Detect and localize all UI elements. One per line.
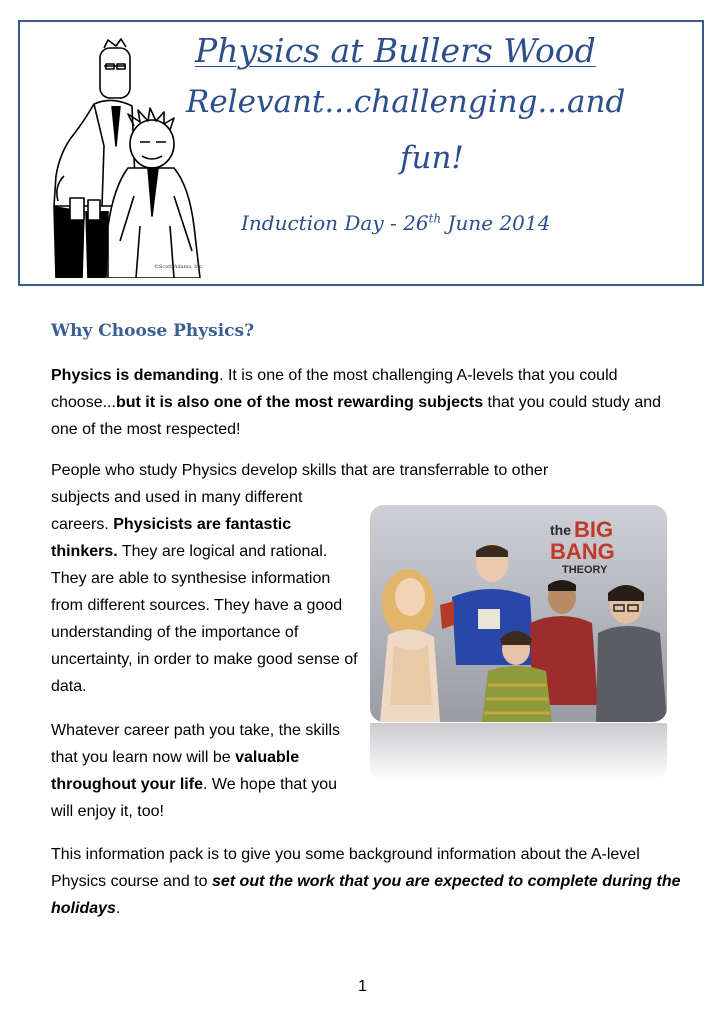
body-text: that you could study and one of the most respected! <box>51 394 662 438</box>
logo-theory: THEORY <box>562 564 608 576</box>
photo-reflection <box>370 723 667 781</box>
induction-suffix: June 2014 <box>441 211 551 235</box>
cartoon-credit: ©Scott Adams, Inc. <box>154 264 204 270</box>
logo-big: BIG <box>574 517 614 542</box>
body-text: . It is one of the most challenging A-levels that you could choose... <box>51 367 618 411</box>
section-heading: Why Choose Physics? <box>51 321 255 341</box>
dilbert-cartoon-image <box>24 26 224 278</box>
induction-day-date <box>241 211 550 235</box>
paragraph-demanding <box>51 362 681 443</box>
logo-the: the <box>550 522 571 538</box>
paragraph-career <box>51 717 351 825</box>
bold-text: but it is also one of the most rewarding subjects <box>115 394 484 411</box>
body-text: This information pack is to give you some background information about the A-level Physics course and to <box>51 846 640 890</box>
paragraph-information-pack <box>51 841 681 922</box>
body-text: They are logical and rational. They are able to synthesise information from different sources. They have a good understanding of the importance of uncertainty, in order to make good sense of data. <box>51 543 358 695</box>
body-text: . We hope that you will enjoy it, too! <box>51 776 337 820</box>
logo-bang: BANG <box>550 539 615 564</box>
induction-sup: th <box>428 211 442 226</box>
paragraph-skills <box>51 484 361 700</box>
subtitle-line-1: Relevant...challenging...and <box>186 84 626 120</box>
page-number: 1 <box>358 978 367 995</box>
bold-text: valuable throughout your life <box>51 749 300 793</box>
bold-italic-text: set out the work that you are expected to complete during the holidays <box>51 873 681 917</box>
subtitle-line-2: fun! <box>400 140 464 176</box>
bold-text: Physicists are fantastic thinkers. <box>51 516 292 560</box>
body-text: subjects and used in many different careers. <box>51 489 303 533</box>
paragraph-skills-line-1: People who study Physics develop skills that are transferrable to other <box>51 462 549 479</box>
big-bang-theory-photo <box>370 505 667 722</box>
body-text: . <box>115 900 121 917</box>
page-title: Physics at Bullers Wood <box>195 31 596 70</box>
body-text: Whatever career path you take, the skills that you learn now will be <box>51 722 341 766</box>
bold-text: Physics is demanding <box>51 367 220 384</box>
induction-prefix: Induction Day - 26 <box>241 211 429 235</box>
